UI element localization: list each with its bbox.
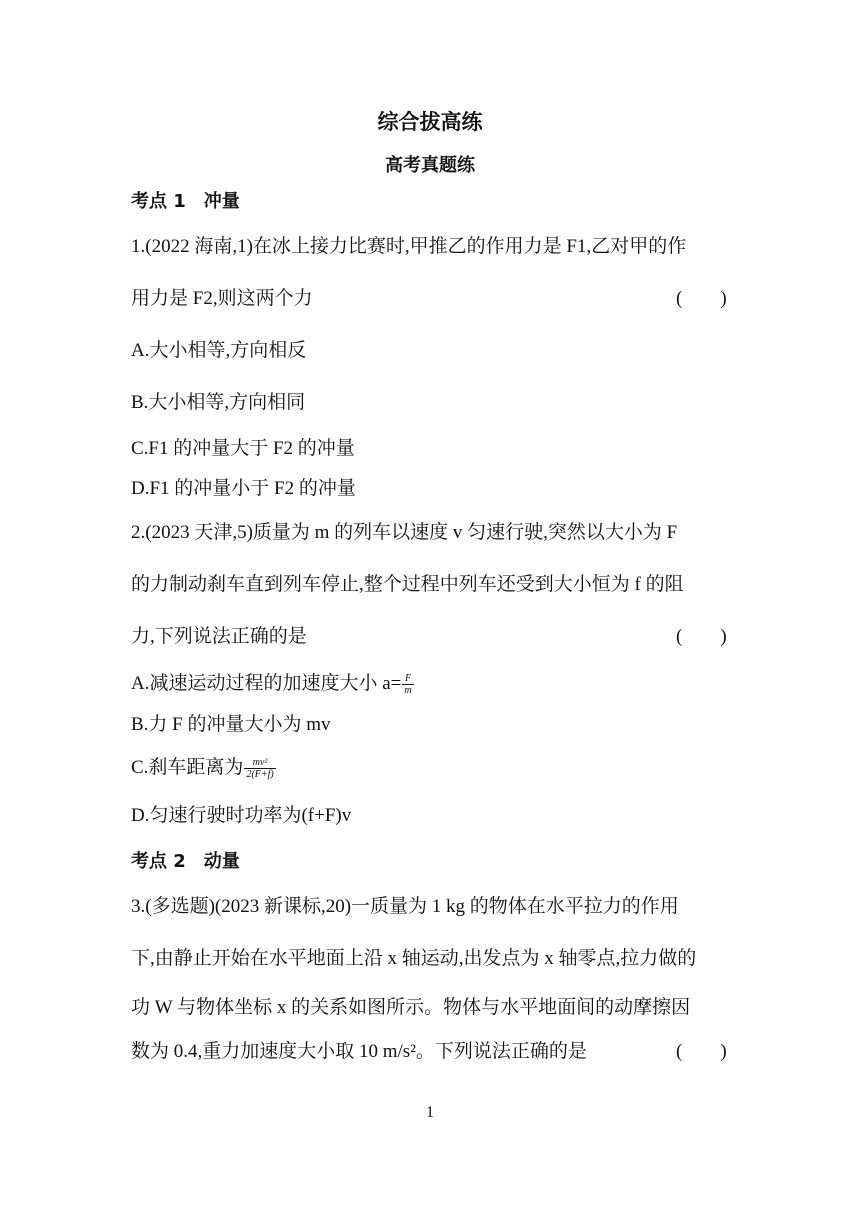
q2-option-c-text: C.刹车距离为 — [131, 757, 244, 778]
q1-option-d: D.F1 的冲量小于 F2 的冲量 — [131, 478, 356, 499]
q2-option-a-text: A.减速运动过程的加速度大小 a= — [131, 673, 402, 694]
q2-stem-line-1: 2.(2023 天津,5)质量为 m 的列车以速度 v 匀速行驶,突然以大小为 F — [131, 522, 678, 543]
q2-option-c-fraction — [244, 757, 275, 780]
section-heading-1: 考点 1 冲量 — [131, 191, 240, 212]
section-heading-2: 考点 2 动量 — [131, 851, 240, 872]
fraction-denominator: m — [404, 685, 412, 697]
q2-stem-line-3: 力,下列说法正确的是 — [131, 626, 307, 647]
q1-option-a: A.大小相等,方向相反 — [131, 340, 307, 361]
q2-stem-line-2: 的力制动刹车直到列车停止,整个过程中列车还受到大小恒为 f 的阻 — [131, 574, 684, 595]
q1-answer-bracket: ( ) — [676, 288, 727, 309]
q2-answer-bracket: ( ) — [676, 626, 727, 647]
q3-stem-line-4: 数为 0.4,重力加速度大小取 10 m/s²。下列说法正确的是 — [131, 1041, 587, 1062]
fraction-denominator: 2(F+f) — [246, 769, 274, 781]
page-number: 1 — [426, 1104, 434, 1121]
q3-stem-line-3: 功 W 与物体坐标 x 的关系如图所示。物体与水平地面间的动摩擦因 — [131, 997, 691, 1018]
fraction-numerator: F — [402, 673, 413, 685]
q1-option-c: C.F1 的冲量大于 F2 的冲量 — [131, 438, 355, 459]
q2-option-c — [131, 756, 276, 780]
page-title: 综合拔高练 — [377, 110, 483, 134]
q2-option-d: D.匀速行驶时功率为(f+F)v — [131, 805, 352, 826]
q3-stem-line-1: 3.(多选题)(2023 新课标,20)一质量为 1 kg 的物体在水平拉力的作用 — [131, 896, 679, 917]
q2-option-a-fraction — [402, 673, 413, 696]
q2-option-b: B.力 F 的冲量大小为 mv — [131, 714, 331, 735]
q1-stem-line-2: 用力是 F2,则这两个力 — [131, 288, 313, 309]
q1-option-b: B.大小相等,方向相同 — [131, 392, 306, 413]
q1-stem-line-1: 1.(2022 海南,1)在冰上接力比赛时,甲推乙的作用力是 F1,乙对甲的作 — [131, 236, 687, 257]
page-subtitle: 高考真题练 — [385, 155, 475, 176]
q3-stem-line-2: 下,由静止开始在水平地面上沿 x 轴运动,出发点为 x 轴零点,拉力做的 — [131, 948, 697, 969]
fraction-numerator: mv² — [244, 757, 275, 769]
q2-option-a — [131, 672, 414, 696]
q3-answer-bracket: ( ) — [676, 1041, 727, 1062]
